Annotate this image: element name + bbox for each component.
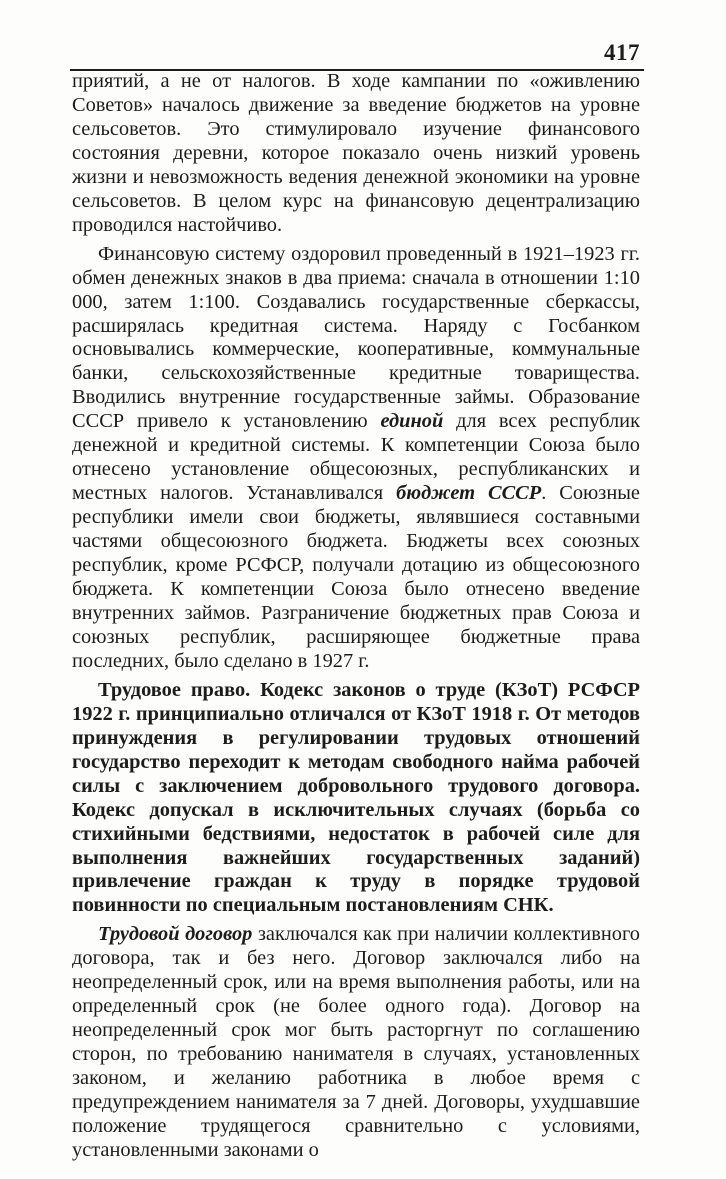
paragraph-4-run-2: заключался как при наличии коллективного договора, так и без него. Договор заключался либо на неопределенный срок, или на время выполнения работы, или на определенный срок (не более одного года). Договор на неопределенный срок мог быть расторгнут по соглашению сторон, по требованию нанимателя в случаях, установленных законом, и желанию работника в любое время с предупреждением нанимателя за 7 дней. Договоры, ухудшавшие положение трудящегося сравнительно с условиями, установленными законами о xyxy=(72,923,640,1161)
page-number: 417 xyxy=(604,40,640,65)
paragraph-1-run-1: приятий, а не от налогов. В ходе кампании по «оживлению Советов» началось движение за введение бюджетов на уровне сельсоветов. Это стимулировало изучение финансового состояния деревни, которое показало очень низкий уровень жизни и невозможность ведения денежной экономики на уровне сельсоветов. В целом курс на финансовую децентрализацию проводился настойчиво. xyxy=(72,70,640,236)
term-budget-ussr: бюджет СССР xyxy=(396,482,542,505)
paragraph-4 xyxy=(72,923,640,1163)
paragraph-2-run-1: Финансовую систему оздоровил проведенный в 1921–1923 гг. обмен денежных знаков в два приема: сначала в отношении 1:10 000, затем 1:100. Создавались государственные сберкассы, расширялась кредитная система. Наряду с Госбанком основывались коммерческие, кооперативные, коммунальные банки, сельскохозяйственные кредитные товарищества. Вводились внутренние государственные займы. Образование СССР привело к установлению xyxy=(72,242,640,433)
heading-labor-law: Трудовое право xyxy=(98,678,246,701)
term-labor-contract: Трудовой договор xyxy=(98,923,253,946)
paragraph-2-run-5: . Союзные республики имели свои бюджеты, являвшиеся составными частями общесоюзного бюджета. Бюджеты всех союзных республик, кроме РСФСР, получали дотацию из общесоюзного бюджета. К компетенции Союза было отнесено введение внутренних займов. Разграничение бюджетных прав Союза и союзных республик, расширяющее бюджетные права последних, было сделано в 1927 г. xyxy=(72,482,640,672)
paragraph-3-run-2: . Кодекс законов о труде (КЗоТ) РСФСР 1922 г. принципиально отличался от КЗоТ 1918 г. От методов принуждения в регулировании трудовых отношений государство переходит к методам свободного найма рабочей силы с заключением добровольного трудового договора. Кодекс допускал в исключительных случаях (борьба со стихийными бедствиями, недостаток в рабочей силе для выполнения важнейших государственных заданий) привлечение граждан к труду в порядке трудовой повинности по специальным постановлениям СНК. xyxy=(72,678,640,917)
text-body xyxy=(72,70,640,1163)
paragraph-3 xyxy=(72,679,640,919)
paragraph-2 xyxy=(72,243,640,674)
paragraph-2-run-3: для всех республик денежной и кредитной системы. К компетенции Союза было отнесено установление общесоюзных, республиканских и местных налогов. Устанавливался xyxy=(72,410,640,505)
paragraph-1 xyxy=(72,70,640,238)
term-edinoy: единой xyxy=(380,410,444,433)
